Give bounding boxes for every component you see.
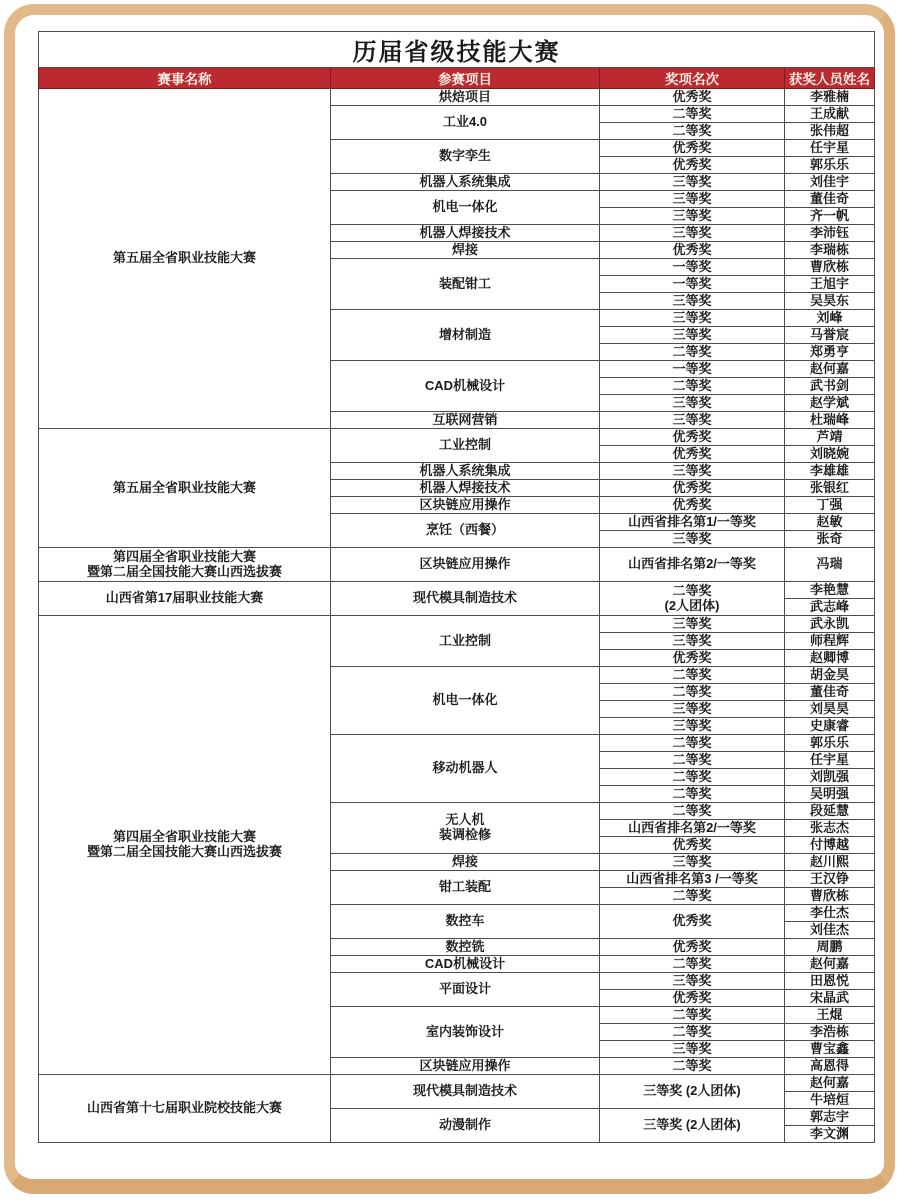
award-cell: 三等奖 — [600, 463, 785, 480]
award-cell: 三等奖 — [600, 327, 785, 344]
winner-name-cell: 李沛钰 — [785, 225, 875, 242]
award-cell: 优秀奖 — [600, 939, 785, 956]
award-cell: 二等奖 — [600, 752, 785, 769]
winner-name-cell: 曹欣栋 — [785, 888, 875, 905]
award-cell: 三等奖 (2人团体) — [600, 1109, 785, 1143]
event-name-cell: 第五届全省职业技能大赛 — [39, 89, 331, 429]
winner-name-cell: 董佳奇 — [785, 191, 875, 208]
award-cell: 优秀奖 — [600, 89, 785, 106]
winner-name-cell: 任宇星 — [785, 140, 875, 157]
award-cell: 三等奖 — [600, 174, 785, 191]
winner-name-cell: 曹欣栋 — [785, 259, 875, 276]
winner-name-cell: 任宇星 — [785, 752, 875, 769]
winner-name-cell: 李瑞栋 — [785, 242, 875, 259]
winner-name-cell: 赵何嘉 — [785, 956, 875, 973]
project-cell: 室内装饰设计 — [331, 1007, 600, 1058]
award-cell: 一等奖 — [600, 259, 785, 276]
award-cell: 优秀奖 — [600, 446, 785, 463]
winner-name-cell: 刘晓婉 — [785, 446, 875, 463]
winner-name-cell: 李雄雄 — [785, 463, 875, 480]
winner-name-cell: 杜瑞峰 — [785, 412, 875, 429]
project-cell: 焊接 — [331, 854, 600, 871]
award-cell: 二等奖 — [600, 123, 785, 140]
project-cell: CAD机械设计 — [331, 361, 600, 412]
table-row — [39, 429, 875, 446]
project-cell: 机电一体化 — [331, 667, 600, 735]
award-cell: 三等奖 — [600, 854, 785, 871]
winner-name-cell: 武书剑 — [785, 378, 875, 395]
winner-name-cell: 吴昊东 — [785, 293, 875, 310]
award-cell: 优秀奖 — [600, 990, 785, 1007]
event-name-cell: 山西省第17届职业技能大赛 — [39, 582, 331, 616]
winner-name-cell: 刘昊昊 — [785, 701, 875, 718]
winner-name-cell: 赵何嘉 — [785, 361, 875, 378]
winner-name-cell: 李浩栋 — [785, 1024, 875, 1041]
award-cell: 二等奖 — [600, 786, 785, 803]
award-cell: 三等奖 — [600, 531, 785, 548]
winner-name-cell: 刘凯强 — [785, 769, 875, 786]
title-row — [39, 32, 875, 68]
winner-name-cell: 李艳慧 — [785, 582, 875, 599]
project-cell: 焊接 — [331, 242, 600, 259]
award-cell: 二等奖 — [600, 956, 785, 973]
award-cell: 三等奖 — [600, 293, 785, 310]
winner-name-cell: 刘佳杰 — [785, 922, 875, 939]
winner-name-cell: 李仕杰 — [785, 905, 875, 922]
award-cell: 一等奖 — [600, 361, 785, 378]
award-cell: 二等奖 (2人团体) — [600, 582, 785, 616]
project-cell: 区块链应用操作 — [331, 1058, 600, 1075]
award-cell: 优秀奖 — [600, 650, 785, 667]
award-cell: 三等奖 — [600, 1041, 785, 1058]
winner-name-cell: 齐一帆 — [785, 208, 875, 225]
table-body — [39, 89, 875, 1143]
award-cell: 三等奖 — [600, 208, 785, 225]
project-cell: 机器人系统集成 — [331, 174, 600, 191]
winner-name-cell: 赵学斌 — [785, 395, 875, 412]
winner-name-cell: 宋晶武 — [785, 990, 875, 1007]
project-cell: 机电一体化 — [331, 191, 600, 225]
award-cell: 优秀奖 — [600, 497, 785, 514]
winner-name-cell: 史康睿 — [785, 718, 875, 735]
project-cell: 移动机器人 — [331, 735, 600, 803]
project-cell: 增材制造 — [331, 310, 600, 361]
winner-name-cell: 王旭宇 — [785, 276, 875, 293]
award-cell: 山西省排名第2/一等奖 — [600, 820, 785, 837]
winner-name-cell: 丁强 — [785, 497, 875, 514]
winner-name-cell: 芦靖 — [785, 429, 875, 446]
project-cell: 数控铣 — [331, 939, 600, 956]
project-cell: 平面设计 — [331, 973, 600, 1007]
award-cell: 三等奖 — [600, 310, 785, 327]
award-cell: 三等奖 — [600, 412, 785, 429]
award-cell: 二等奖 — [600, 106, 785, 123]
award-cell: 三等奖 — [600, 395, 785, 412]
project-cell: 烘焙项目 — [331, 89, 600, 106]
event-name-cell: 山西省第十七届职业院校技能大赛 — [39, 1075, 331, 1143]
award-cell: 山西省排名第1/一等奖 — [600, 514, 785, 531]
winner-name-cell: 田恩悦 — [785, 973, 875, 990]
winner-name-cell: 郑勇亨 — [785, 344, 875, 361]
column-header-winner-name: 获奖人员姓名 — [785, 68, 875, 89]
award-cell: 三等奖 — [600, 973, 785, 990]
winner-name-cell: 周鹏 — [785, 939, 875, 956]
winner-name-cell: 张奇 — [785, 531, 875, 548]
event-name-cell: 第五届全省职业技能大赛 — [39, 429, 331, 548]
award-cell: 二等奖 — [600, 735, 785, 752]
project-cell: 工业控制 — [331, 429, 600, 463]
award-cell: 二等奖 — [600, 667, 785, 684]
winner-name-cell: 赵卿博 — [785, 650, 875, 667]
award-cell: 二等奖 — [600, 1007, 785, 1024]
winner-name-cell: 张银红 — [785, 480, 875, 497]
project-cell: 工业控制 — [331, 616, 600, 667]
table-row — [39, 548, 875, 582]
award-cell: 三等奖 — [600, 718, 785, 735]
winner-name-cell: 刘峰 — [785, 310, 875, 327]
award-cell: 二等奖 — [600, 378, 785, 395]
winner-name-cell: 曹宝鑫 — [785, 1041, 875, 1058]
table-row — [39, 89, 875, 106]
winner-name-cell: 李文渊 — [785, 1126, 875, 1143]
winner-name-cell: 王汉铮 — [785, 871, 875, 888]
award-cell: 优秀奖 — [600, 429, 785, 446]
winner-name-cell: 段延慧 — [785, 803, 875, 820]
winner-name-cell: 张志杰 — [785, 820, 875, 837]
project-cell: CAD机械设计 — [331, 956, 600, 973]
project-cell: 烹饪（西餐） — [331, 514, 600, 548]
project-cell: 钳工装配 — [331, 871, 600, 905]
page-title: 历届省级技能大赛 — [39, 32, 875, 68]
award-cell: 优秀奖 — [600, 242, 785, 259]
winner-name-cell: 王成献 — [785, 106, 875, 123]
winner-name-cell: 高恩得 — [785, 1058, 875, 1075]
project-cell: 工业4.0 — [331, 106, 600, 140]
project-cell: 互联网营销 — [331, 412, 600, 429]
winner-name-cell: 胡金昊 — [785, 667, 875, 684]
winner-name-cell: 王焜 — [785, 1007, 875, 1024]
award-cell: 优秀奖 — [600, 480, 785, 497]
award-cell: 山西省排名第2/一等奖 — [600, 548, 785, 582]
award-cell: 三等奖 — [600, 616, 785, 633]
award-cell: 三等奖 — [600, 701, 785, 718]
table-row — [39, 616, 875, 633]
event-name-cell: 第四届全省职业技能大赛 暨第二届全国技能大赛山西选拔赛 — [39, 616, 331, 1075]
award-cell: 二等奖 — [600, 1058, 785, 1075]
project-cell: 区块链应用操作 — [331, 497, 600, 514]
winner-name-cell: 吴明强 — [785, 786, 875, 803]
event-name-cell: 第四届全省职业技能大赛 暨第二届全国技能大赛山西选拔赛 — [39, 548, 331, 582]
winner-name-cell: 牛培烜 — [785, 1092, 875, 1109]
winner-name-cell: 武永凯 — [785, 616, 875, 633]
table-header-row — [39, 68, 875, 89]
award-cell: 三等奖 — [600, 191, 785, 208]
winner-name-cell: 赵敏 — [785, 514, 875, 531]
award-cell: 二等奖 — [600, 888, 785, 905]
award-cell: 一等奖 — [600, 276, 785, 293]
winner-name-cell: 郭乐乐 — [785, 735, 875, 752]
results-table — [38, 31, 875, 1143]
winner-name-cell: 李雅楠 — [785, 89, 875, 106]
winner-name-cell: 师程辉 — [785, 633, 875, 650]
award-cell: 三等奖 (2人团体) — [600, 1075, 785, 1109]
project-cell: 现代模具制造技术 — [331, 582, 600, 616]
project-cell: 区块链应用操作 — [331, 548, 600, 582]
table-row — [39, 582, 875, 599]
winner-name-cell: 冯瑞 — [785, 548, 875, 582]
project-cell: 动漫制作 — [331, 1109, 600, 1143]
award-cell: 二等奖 — [600, 769, 785, 786]
winner-name-cell: 赵川熙 — [785, 854, 875, 871]
award-cell: 优秀奖 — [600, 905, 785, 939]
project-cell: 无人机 装调检修 — [331, 803, 600, 854]
award-cell: 二等奖 — [600, 803, 785, 820]
column-header-award-rank: 奖项名次 — [600, 68, 785, 89]
award-cell: 优秀奖 — [600, 157, 785, 174]
award-cell: 优秀奖 — [600, 140, 785, 157]
project-cell: 机器人焊接技术 — [331, 225, 600, 242]
winner-name-cell: 马誉宸 — [785, 327, 875, 344]
project-cell: 机器人系统集成 — [331, 463, 600, 480]
project-cell: 数控车 — [331, 905, 600, 939]
award-cell: 二等奖 — [600, 344, 785, 361]
winner-name-cell: 郭志宇 — [785, 1109, 875, 1126]
project-cell: 现代模具制造技术 — [331, 1075, 600, 1109]
column-header-project: 参赛项目 — [331, 68, 600, 89]
project-cell: 机器人焊接技术 — [331, 480, 600, 497]
column-header-event-name: 赛事名称 — [39, 68, 331, 89]
winner-name-cell: 张伟超 — [785, 123, 875, 140]
award-cell: 山西省排名第3 /一等奖 — [600, 871, 785, 888]
award-cell: 二等奖 — [600, 1024, 785, 1041]
winner-name-cell: 武志峰 — [785, 599, 875, 616]
winner-name-cell: 董佳奇 — [785, 684, 875, 701]
award-cell: 优秀奖 — [600, 837, 785, 854]
project-cell: 装配钳工 — [331, 259, 600, 310]
project-cell: 数字孪生 — [331, 140, 600, 174]
award-cell: 二等奖 — [600, 684, 785, 701]
winner-name-cell: 付博越 — [785, 837, 875, 854]
table-row — [39, 1075, 875, 1092]
award-cell: 三等奖 — [600, 633, 785, 650]
winner-name-cell: 郭乐乐 — [785, 157, 875, 174]
winner-name-cell: 刘佳宇 — [785, 174, 875, 191]
winner-name-cell: 赵何嘉 — [785, 1075, 875, 1092]
award-cell: 三等奖 — [600, 225, 785, 242]
